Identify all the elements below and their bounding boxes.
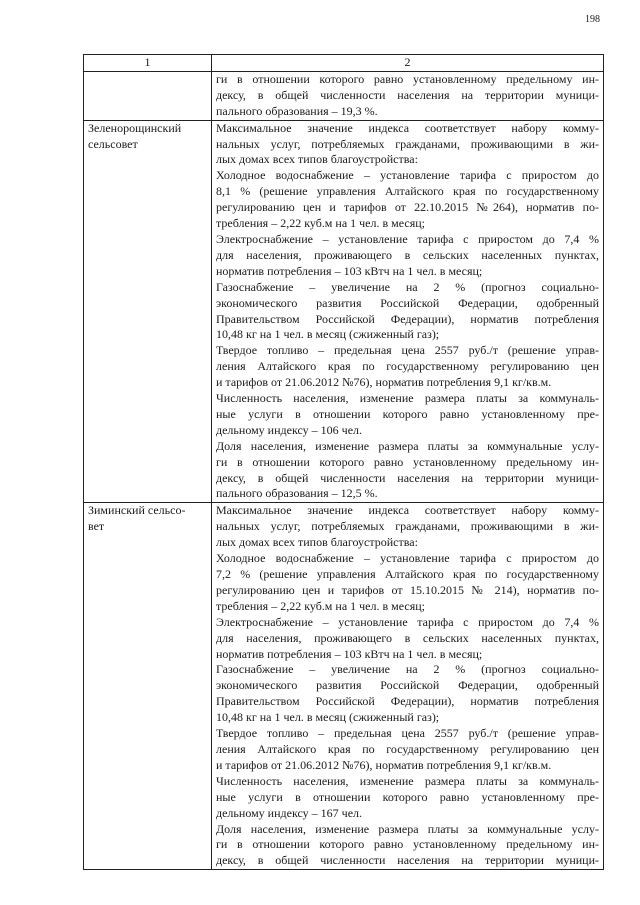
description-cell	[212, 71, 604, 120]
text-line: экономического развития Российской Федерации, одобренный	[216, 295, 599, 310]
text-line: требления – 2,22 куб.м на 1 чел. в месяц;	[216, 216, 425, 231]
text-line: Максимальное значение индекса соответствует набору комму-	[216, 120, 599, 135]
text-line: Численность населения, изменение размера платы за коммуналь-	[216, 391, 599, 406]
text-line: Правительством Российской Федерации), норматив потребления	[216, 311, 599, 326]
settlement-name: Зеленорощинский	[88, 120, 182, 135]
settlement-name-cell	[84, 71, 212, 120]
text-line: лых домах всех типов благоустройства:	[216, 152, 418, 167]
page-number: 198	[585, 14, 600, 25]
settlement-name: сельсовет	[88, 136, 138, 151]
text-line: дельному индексу – 106 чел.	[216, 422, 363, 437]
text-line: 10,48 кг на 1 чел. в месяц (сжиженный газ);	[216, 710, 440, 725]
settlement-name-cell	[84, 120, 212, 503]
text-line: Холодное водоснабжение – установление тарифа с приростом до	[216, 168, 599, 183]
text-line: Численность населения, изменение размера платы за коммуналь-	[216, 773, 599, 788]
text-line: дельному индексу – 167 чел.	[216, 805, 363, 820]
text-line: ления Алтайского края по государственному регулированию цен	[216, 741, 599, 756]
text-line: Доля населения, изменение размера платы за коммунальные услу-	[216, 821, 599, 836]
table-row	[84, 503, 604, 870]
text-line: и тарифов от 21.06.2012 №76), норматив потребления 9,1 кг/кв.м.	[216, 757, 552, 772]
text-line: Холодное водоснабжение – установление тарифа с приростом до	[216, 551, 599, 566]
text-line: регулированию цен и тарифов от 15.10.2015 № 214), норматив по-	[216, 582, 599, 597]
text-line: дексу, в общей численности населения на территории муници-	[216, 853, 599, 868]
text-line: Доля населения, изменение размера платы за коммунальные услу-	[216, 438, 599, 453]
description-cell	[212, 120, 604, 503]
settlement-name-cell	[84, 503, 212, 870]
text-line: пального образования – 12,5 %.	[216, 486, 378, 501]
text-line: 7,2 % (решение управления Алтайского края по государственному	[216, 567, 599, 581]
text-line: и тарифов от 21.06.2012 №76), норматив потребления 9,1 кг/кв.м.	[216, 375, 552, 390]
table-row	[84, 120, 604, 503]
column-header-1: 1	[84, 55, 212, 72]
text-line: Электроснабжение – установление тарифа с приростом до 7,4 %	[216, 614, 599, 629]
text-line: ные услуги в отношении которого равно установленному пре-	[216, 789, 599, 804]
text-line: дексу, в общей численности населения на территории муници-	[216, 470, 599, 485]
settlement-name: вет	[88, 519, 105, 534]
text-line: Правительством Российской Федерации), норматив потребления	[216, 694, 599, 709]
text-line: ги в отношении которого равно установленному предельному ин-	[216, 454, 599, 469]
text-line: нальных услуг, потребляемых гражданами, проживающими в жи-	[216, 136, 599, 151]
text-line: экономического развития Российской Федерации, одобренный	[216, 678, 599, 693]
text-line: нальных услуг, потребляемых гражданами, проживающими в жи-	[216, 519, 599, 534]
text-line: ления Алтайского края по государственному регулированию цен	[216, 359, 599, 374]
text-line: Электроснабжение – установление тарифа с приростом до 7,4 %	[216, 231, 599, 246]
text-line: Газоснабжение – увеличение на 2 % (прогноз социально-	[216, 279, 599, 294]
text-line: ные услуги в отношении которого равно установленному пре-	[216, 406, 599, 421]
header-row	[84, 55, 604, 72]
text-line: дексу, в общей численности населения на территории муници-	[216, 87, 599, 102]
text-line: для населения, проживающего в сельских населенных пунктах,	[216, 247, 599, 262]
settlement-name: Зиминский сельсо-	[88, 503, 186, 518]
text-line: норматив потребления – 103 кВтч на 1 чел. в месяц;	[216, 263, 483, 278]
column-header-2: 2	[212, 55, 604, 72]
text-line: Газоснабжение – увеличение на 2 % (прогноз социально-	[216, 662, 599, 677]
text-line: Твердое топливо – предельная цена 2557 руб./т (решение управ-	[216, 343, 599, 358]
text-line: регулированию цен и тарифов от 22.10.2015 №264), норматив по-	[216, 200, 599, 215]
tariff-table	[83, 54, 604, 870]
text-line: лых домах всех типов благоустройства:	[216, 535, 418, 550]
text-line: 10,48 кг на 1 чел. в месяц (сжиженный газ);	[216, 327, 440, 342]
text-line: ги в отношении которого равно установленному предельному ин-	[216, 71, 599, 86]
text-line: требления – 2,22 куб.м на 1 чел. в месяц;	[216, 598, 425, 613]
text-line: пального образования – 19,3 %.	[216, 103, 378, 118]
text-line: Твердое топливо – предельная цена 2557 руб./т (решение управ-	[216, 726, 599, 741]
description-cell	[212, 503, 604, 870]
text-line: ги в отношении которого равно установленному предельному ин-	[216, 837, 599, 852]
text-line: Максимальное значение индекса соответствует набору комму-	[216, 503, 599, 518]
text-line: норматив потребления – 103 кВтч на 1 чел. в месяц;	[216, 646, 483, 661]
text-line: 8,1 % (решение управления Алтайского края по государственному	[216, 184, 599, 199]
text-line: для населения, проживающего в сельских населенных пунктах,	[216, 630, 599, 645]
table-row	[84, 71, 604, 120]
